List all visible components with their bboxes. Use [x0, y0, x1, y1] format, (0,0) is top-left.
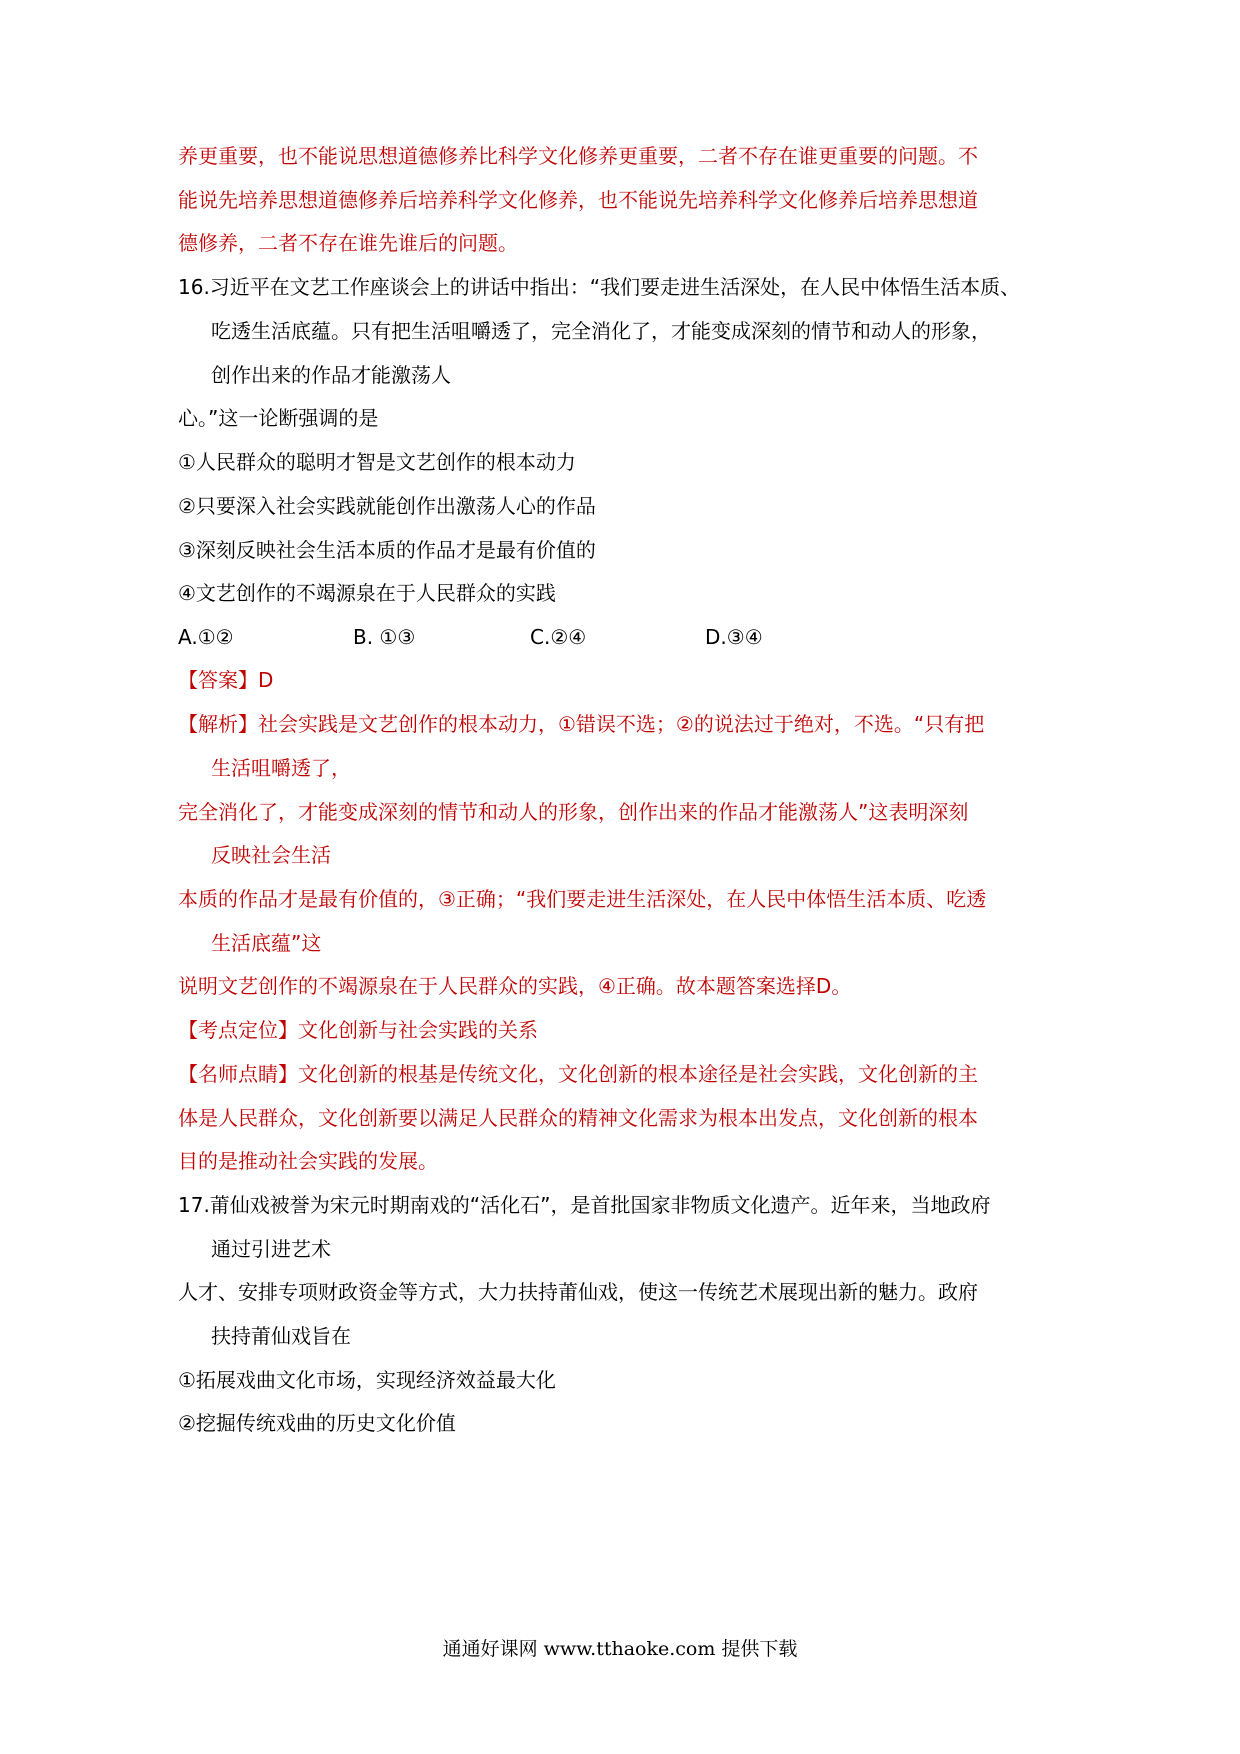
q16-analysis-line: 说明文艺创作的不竭源泉在于人民群众的实践，④正确。故本题答案选择D。 — [178, 974, 852, 998]
q16-statement-3: ③深刻反映社会生活本质的作品才是最有价值的 — [178, 538, 596, 562]
q16-analysis-line: 完全消化了，才能变成深刻的情节和动人的形象，创作出来的作品才能激荡人”这表明深刻 — [178, 800, 969, 824]
q16-option-c: C.②④ — [530, 625, 587, 649]
q16-stem-line: 心。”这一论断强调的是 — [178, 406, 379, 430]
q16-analysis-line: 反映社会生活 — [211, 843, 331, 867]
q16-stem-line: 创作出来的作品才能激荡人 — [211, 363, 451, 387]
prev-explanation-line: 能说先培养思想道德修养后培养科学文化修养，也不能说先培养科学文化修养后培养思想道 — [178, 188, 978, 212]
q16-stem-line: 吃透生活底蕴。只有把生活咀嚼透了，完全消化了，才能变成深刻的情节和动人的形象， — [211, 319, 991, 343]
q16-answer: 【答案】D — [178, 668, 274, 692]
q16-analysis-line: 本质的作品才是最有价值的，③正确；“我们要走进生活深处，在人民中体悟生活本质、吃透 — [178, 887, 987, 911]
q16-statement-4: ④文艺创作的不竭源泉在于人民群众的实践 — [178, 581, 556, 605]
q16-mingshi-line: 目的是推动社会实践的发展。 — [178, 1149, 438, 1173]
q16-analysis-line: 【解析】社会实践是文艺创作的根本动力，①错误不选；②的说法过于绝对，不选。“只有把 — [178, 712, 985, 736]
q16-statement-1: ①人民群众的聪明才智是文艺创作的根本动力 — [178, 450, 576, 474]
q16-option-a: A.①② — [178, 625, 234, 649]
q16-option-d: D.③④ — [705, 625, 763, 649]
q16-stem-line: 16.习近平在文艺工作座谈会上的讲话中指出：“我们要走进生活深处，在人民中体悟生活本质、 — [178, 275, 1021, 299]
prev-explanation-line: 养更重要，也不能说思想道德修养比科学文化修养更重要，二者不存在谁更重要的问题。不 — [178, 144, 978, 168]
q17-statement-2: ②挖掘传统戏曲的历史文化价值 — [178, 1411, 456, 1435]
q16-analysis-line: 生活咀嚼透了， — [211, 756, 351, 780]
q16-mingshi-line: 【名师点睛】文化创新的根基是传统文化，文化创新的根本途径是社会实践，文化创新的主 — [178, 1062, 978, 1086]
q17-stem-line: 17.莆仙戏被誉为宋元时期南戏的“活化石”，是首批国家非物质文化遗产。近年来，当地政府 — [178, 1193, 991, 1217]
q17-stem-line: 扶持莆仙戏旨在 — [211, 1324, 351, 1348]
q16-analysis-line: 生活底蕴”这 — [211, 931, 322, 955]
q16-statement-2: ②只要深入社会实践就能创作出激荡人心的作品 — [178, 494, 596, 518]
q16-kaodian: 【考点定位】文化创新与社会实践的关系 — [178, 1018, 538, 1042]
q16-options — [178, 623, 1078, 651]
q17-statement-1: ①拓展戏曲文化市场，实现经济效益最大化 — [178, 1368, 556, 1392]
q17-stem-line: 通过引进艺术 — [211, 1237, 331, 1261]
q16-option-b: B. ①③ — [353, 625, 416, 649]
q17-stem-line: 人才、安排专项财政资金等方式，大力扶持莆仙戏，使这一传统艺术展现出新的魅力。政府 — [178, 1280, 978, 1304]
q16-mingshi-line: 体是人民群众，文化创新要以满足人民群众的精神文化需求为根本出发点，文化创新的根本 — [178, 1106, 978, 1130]
prev-explanation-line: 德修养，二者不存在谁先谁后的问题。 — [178, 231, 518, 255]
page-footer: 通通好课网 www.tthaoke.com 提供下载 — [442, 1638, 798, 1660]
